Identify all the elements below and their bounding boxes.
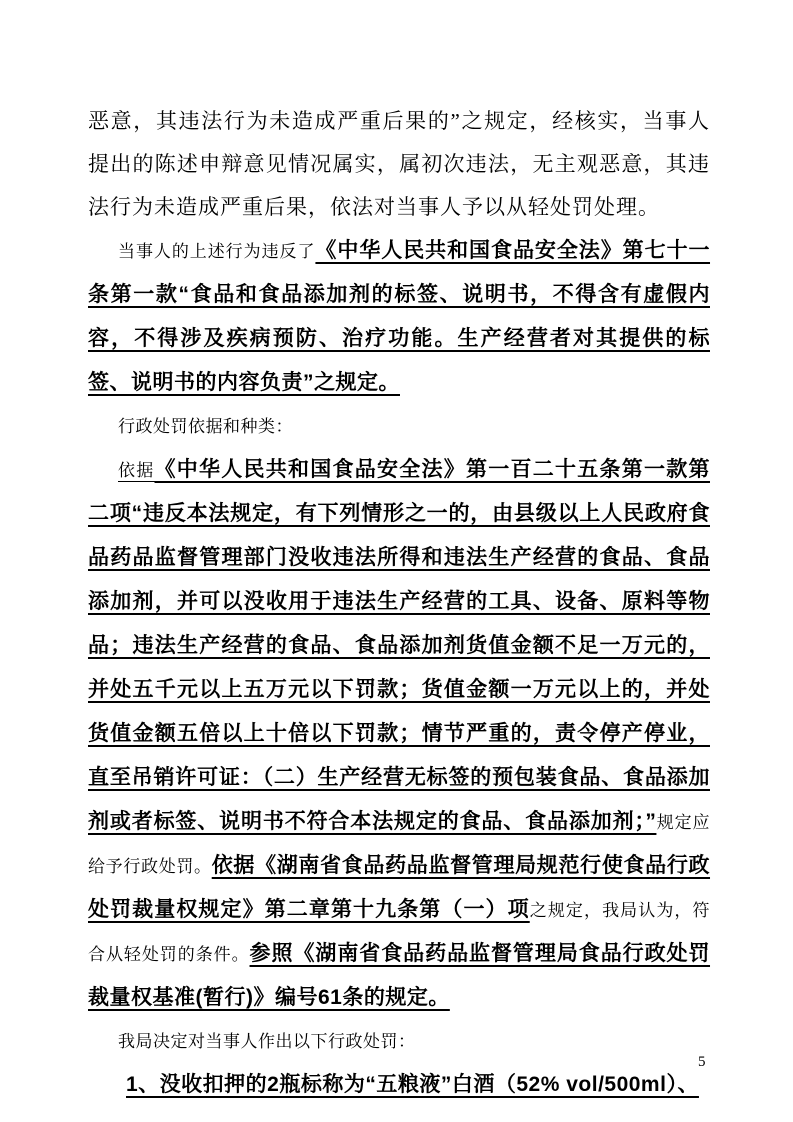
text-run: 恶意，其违法行为未造成严重后果的”之规定，经核实，当事人提出的陈述申辩意见情况属实，属初次违法，无主观恶意，其违法行为未造成严重后果，依法对当事人予以从轻处罚处理。 <box>88 109 710 219</box>
page-number: 5 <box>698 1054 706 1070</box>
legal-citation-text: 参照《湖南省食品药品监督管理局食品行政处罚裁量权基准(暂行)》编号61条的规定。 <box>88 942 711 1009</box>
legal-citation-text: 依据《湖南省食品药品监督管理局规范行使食品行政处罚裁量权规定》第二章第十九条第（一）项 <box>88 854 711 921</box>
text-run: 规定应给予行政处罚。 <box>88 813 711 876</box>
text-run: 当事人的上述行为违反了 <box>118 242 316 261</box>
text-run: 我局决定对当事人作出以下行政处罚： <box>118 1032 416 1051</box>
paragraph-penalty-decision-intro <box>88 1020 710 1063</box>
legal-citation-text: 《中华人民共和国食品安全法》第一百二十五条第一款第二项“违反本法规定，有下列情形之一的，由县级以上人民政府食品药品监督管理部门没收违法所得和违法生产经营的食品、食品添加剂，并可以没收用于违法生产经营的工具、设备、原料等物品；违法生产经营的食品、食品添加剂货值金额不足一万元的，并处五千元以上五万元以下罚款；货值金额一万元以上的，并处货值金额五倍以上十倍以下罚款；情节严重的，责令停产停业，直至吊销许可证：（二）生产经营无标签的预包装食品、食品添加剂或者标签、说明书不符合本法规定的食品、食品添加剂；” <box>88 458 710 833</box>
text-run: 之规定，我局认为，符合从轻处罚的条件。 <box>88 901 711 964</box>
paragraph-penalty-basis-heading <box>88 405 710 448</box>
paragraph-review-conclusion <box>88 100 710 229</box>
paragraph-violation-legal-basis <box>88 229 710 405</box>
paragraph-penalty-basis-citation <box>88 448 710 1020</box>
paragraph-penalty-item-1 <box>88 1063 710 1106</box>
text-run: 依据 <box>118 461 155 480</box>
document-body <box>88 100 710 1106</box>
penalty-item-text: 1、没收扣押的2瓶标称为“五粮液”白酒（52% vol/500ml）、 <box>126 1073 699 1096</box>
section-heading-text: 行政处罚依据和种类： <box>118 417 293 436</box>
legal-citation-text: 《中华人民共和国食品安全法》第七十一条第一款“食品和食品添加剂的标签、说明书，不得含有虚假内容，不得涉及疾病预防、治疗功能。生产经营者对其提供的标签、说明书的内容负责”之规定。 <box>88 239 711 394</box>
